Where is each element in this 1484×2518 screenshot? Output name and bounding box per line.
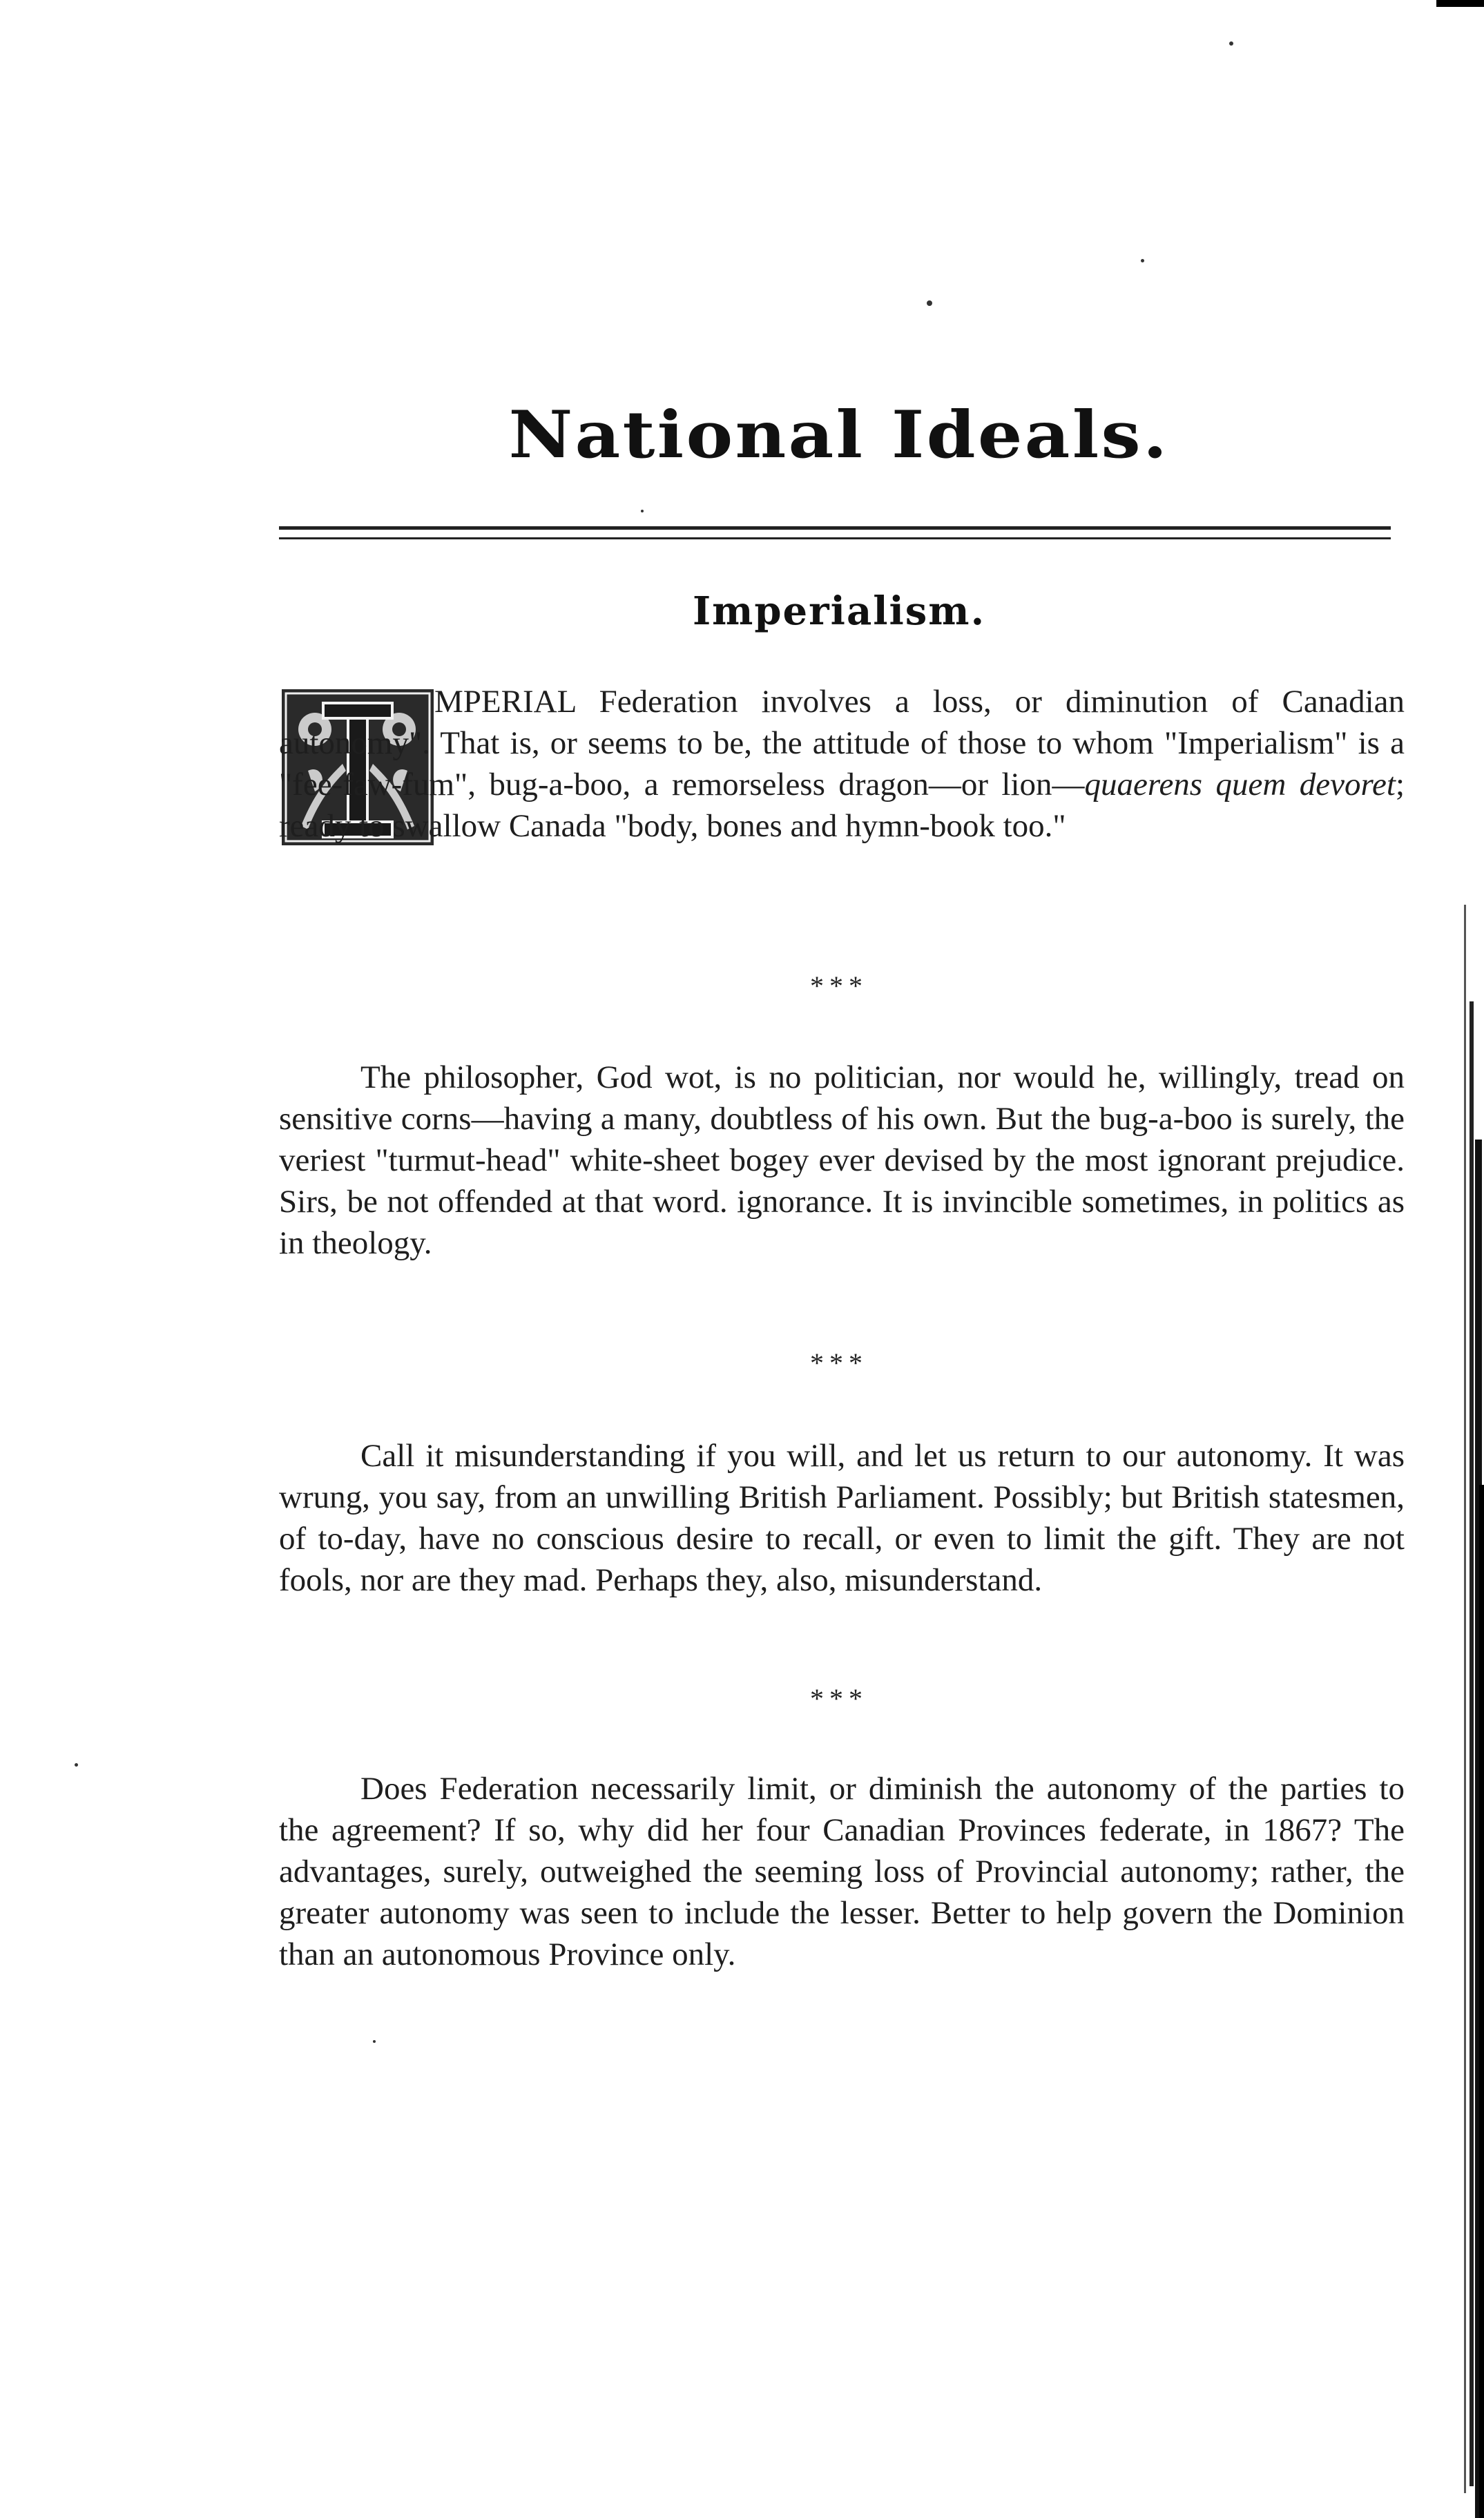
title-rule-bottom [279, 537, 1391, 539]
paper-speck [1141, 259, 1144, 262]
title-rule-top [279, 526, 1391, 530]
section-separator-3: *** [810, 1683, 868, 1714]
page-corner-mark [1436, 0, 1484, 7]
paper-speck [927, 300, 932, 306]
paragraph-3: Call it misunderstanding if you will, and let us return to our autonomy. It was wrung, you say, from an unwilling British Parliament. Possibly; but British statesmen, of to-day, have no conscious desire to recall, or even to limit the gift. They are not fools, nor are they mad. Perhaps they, also, misunderstand. [279, 1438, 1405, 1598]
section-separator-2: *** [810, 1347, 868, 1378]
section-separator-1: *** [810, 970, 868, 1001]
paragraph-1-end: ; ready to swallow Canada "body, bones and hymn-book too." [279, 767, 1405, 844]
paragraph-4: Does Federation necessarily limit, or diminish the autonomy of the parties to the agreement? If so, why did her four Canadian Provinces federate, in 1867? The advantages, surely, outweighed the seeming loss of Provincial autonomy; rather, the greater autonomy was seen to include the lesser. Better to help govern the Dominion than an autonomous Province only. [279, 1771, 1405, 1972]
paragraph-1 [279, 681, 1405, 847]
paragraph-1-text: MPERIAL Federation involves a loss, or diminution of Canadian autonomy". That is, or seems to be, the attitude of those to whom "Imperialism" is a "fee-faw-fum", bug-a-boo, a remorseless dragon—or lion— [279, 684, 1405, 803]
section-heading: Imperialism. [692, 588, 986, 634]
paper-speck [373, 2040, 376, 2043]
latin-phrase: quaerens quem devoret [1084, 767, 1396, 803]
paper-speck [641, 510, 644, 512]
paper-speck [75, 1763, 78, 1767]
binding-edge [1458, 863, 1484, 2518]
page-title: National Ideals. [508, 397, 1170, 473]
paper-speck [1229, 41, 1233, 46]
paragraph-2: The philosopher, God wot, is no politician, nor would he, willingly, tread on sensitive corns—having a many, doubtless of his own. But the bug-a-boo is surely, the veriest "turmut-head" white-sheet bogey ever devised by the most ignorant prejudice. Sirs, be not offended at that word. ignorance. It is invincible sometimes, in politics as in theology. [279, 1059, 1405, 1261]
